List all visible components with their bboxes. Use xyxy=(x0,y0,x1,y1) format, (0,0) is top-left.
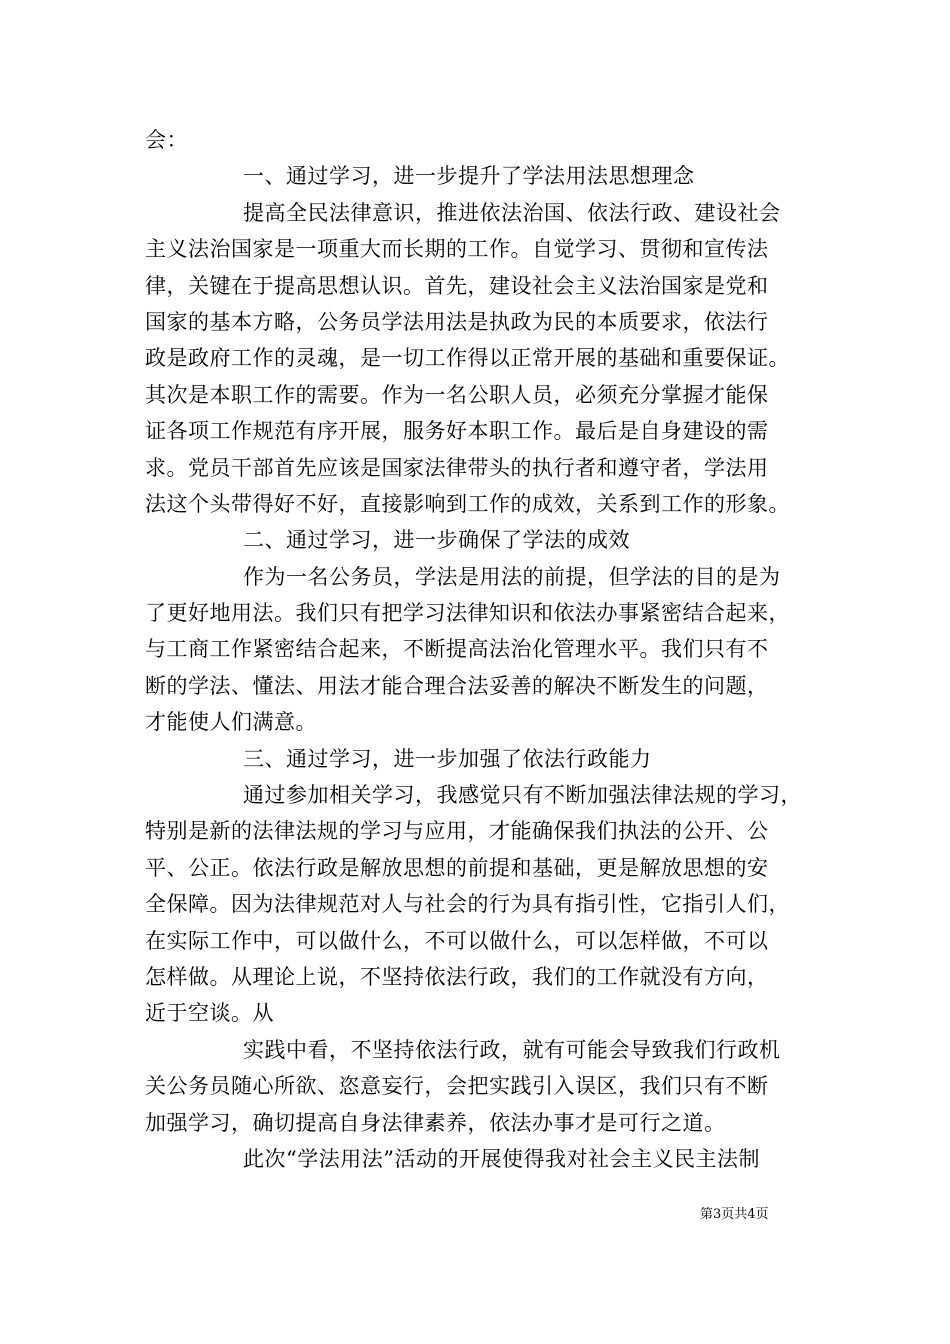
text-line: 国家的基本方略，公务员学法用法是执政为民的本质要求，依法行 xyxy=(145,309,769,334)
text-line: 律，关键在于提高思想认识。首先，建设社会主义法治国家是党和 xyxy=(145,273,769,298)
text-line: 提高全民法律意识，推进依法治国、依法行政、建设社会 xyxy=(243,200,781,225)
text-line: 平、公正。依法行政是解放思想的前提和基础，更是解放思想的安 xyxy=(145,855,769,880)
text-line: 全保障。因为法律规范对人与社会的行为具有指引性，它指引人们， xyxy=(145,892,790,917)
document-body xyxy=(145,122,825,1177)
text-line: 三、通过学习，进一步加强了依法行政能力 xyxy=(243,746,652,771)
text-line: 实践中看，不坚持依法行政，就有可能会导致我们行政机 xyxy=(243,1037,781,1062)
text-line: 政是政府工作的灵魂，是一切工作得以正常开展的基础和重要保证。 xyxy=(145,346,790,371)
text-line: 此次“学法用法”活动的开展使得我对社会主义民主法制 xyxy=(243,1146,760,1171)
text-line: 特别是新的法律法规的学习与应用，才能确保我们执法的公开、公 xyxy=(145,819,769,844)
text-line: 加强学习，确切提高自身法律素养，依法办事才是可行之道。 xyxy=(145,1110,726,1135)
text-line: 了更好地用法。我们只有把学习法律知识和依法办事紧密结合起来， xyxy=(145,601,790,626)
text-line: 求。党员干部首先应该是国家法律带头的执行者和遵守者，学法用 xyxy=(145,455,769,480)
text-line: 法这个头带得好不好，直接影响到工作的成效，关系到工作的形象。 xyxy=(145,491,790,516)
text-line: 二、通过学习，进一步确保了学法的成效 xyxy=(243,528,630,553)
text-line: 关公务员随心所欲、恣意妄行，会把实践引入误区，我们只有不断 xyxy=(145,1074,769,1099)
text-line: 近于空谈。从 xyxy=(145,1001,274,1026)
text-line: 会： xyxy=(145,128,188,152)
text-line: 主义法治国家是一项重大而长期的工作。自觉学习、贯彻和宣传法 xyxy=(145,237,769,262)
text-line: 断的学法、懂法、用法才能合理合法妥善的解决不断发生的问题， xyxy=(145,673,769,698)
page-number-footer: 第3页共4页 xyxy=(700,1207,769,1222)
text-line: 怎样做。从理论上说，不坚持依法行政，我们的工作就没有方向， xyxy=(145,964,769,989)
text-line: 通过参加相关学习，我感觉只有不断加强法律法规的学习， xyxy=(243,783,802,808)
text-line: 在实际工作中，可以做什么，不可以做什么，可以怎样做，不可以 xyxy=(145,928,769,953)
text-line: 其次是本职工作的需要。作为一名公职人员，必须充分掌握才能保 xyxy=(145,382,769,407)
text-line: 一、通过学习，进一步提升了学法用法思想理念 xyxy=(243,164,695,189)
text-line: 作为一名公务员，学法是用法的前提，但学法的目的是为 xyxy=(243,564,781,589)
text-line: 才能使人们满意。 xyxy=(145,710,317,735)
text-line: 与工商工作紧密结合起来，不断提高法治化管理水平。我们只有不 xyxy=(145,637,769,662)
text-line: 证各项工作规范有序开展，服务好本职工作。最后是自身建设的需 xyxy=(145,419,769,444)
